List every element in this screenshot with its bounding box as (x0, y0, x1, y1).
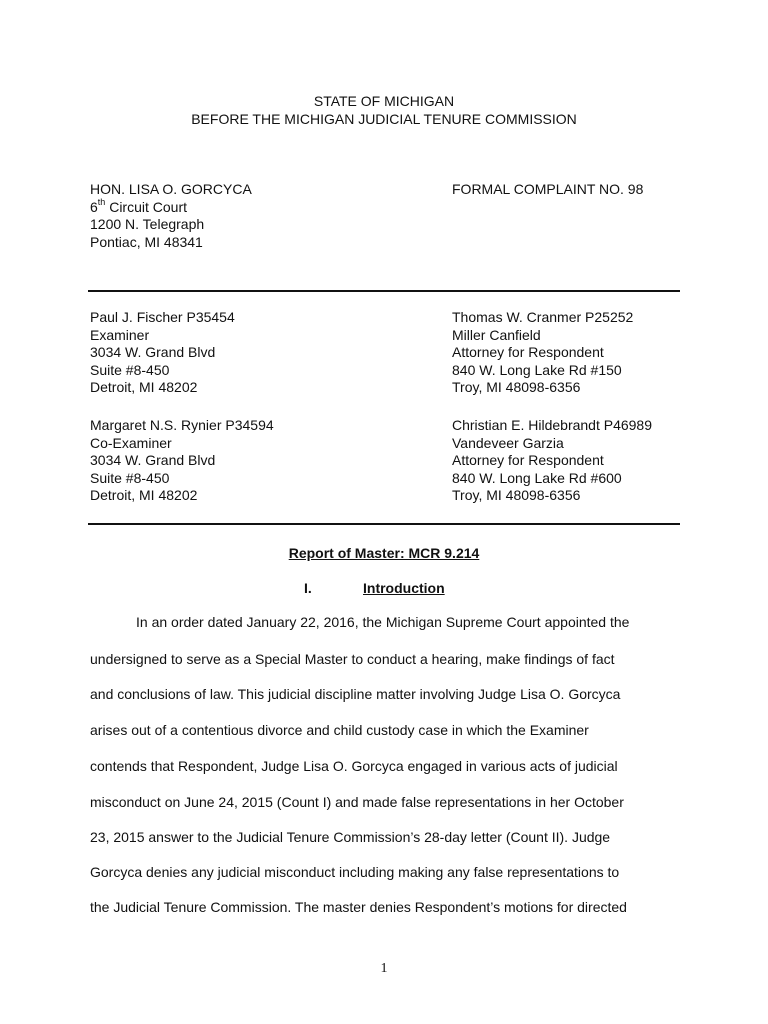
court-ordinal: th (97, 196, 106, 207)
party-line: Christian E. Hildebrandt P46989 (452, 417, 653, 433)
party-line: Co-Examiner (90, 434, 172, 451)
party-line: 840 W. Long Lake Rd #150 (452, 361, 622, 378)
party-line: Attorney for Respondent (452, 452, 604, 468)
divider-bottom (88, 523, 680, 525)
attorney-block-2 (452, 417, 652, 505)
party-line: Margaret N.S. Rynier P34594 (90, 417, 274, 433)
complaint-number: FORMAL COMPLAINT NO. 98 (452, 181, 644, 197)
caption-state: STATE OF MICHIGAN (313, 93, 455, 109)
examiner-block (90, 309, 235, 397)
party-line: Vandeveer Garzia (452, 434, 564, 451)
respondent-court (90, 196, 252, 217)
page-number: 1 (380, 961, 388, 976)
body-line: undersigned to serve as a Special Master to conduct a hearing, make findings of fact (90, 651, 615, 667)
section-title (363, 580, 445, 598)
party-line: Attorney for Respondent (452, 344, 604, 360)
divider-top (88, 290, 680, 292)
section-title-text: Introduction (363, 580, 445, 596)
party-line: Paul J. Fischer P35454 (90, 309, 235, 325)
body-line: and conclusions of law. This judicial discipline matter involving Judge Lisa O. Gorcyca (90, 686, 621, 702)
body-line: In an order dated January 22, 2016, the Michigan Supreme Court appointed the (136, 614, 630, 630)
party-line: Troy, MI 48098-6356 (452, 379, 581, 395)
body-line: misconduct on June 24, 2015 (Count I) and made false representations in her October (90, 794, 624, 810)
party-line: 3034 W. Grand Blvd (90, 344, 216, 360)
party-line: Miller Canfield (452, 326, 541, 343)
attorney-block-1 (452, 309, 633, 397)
section-number: I. (304, 580, 312, 596)
party-line: 840 W. Long Lake Rd #600 (452, 469, 622, 486)
court-number: 6 (90, 198, 98, 215)
court-name: Circuit Court (105, 198, 187, 215)
party-line: Thomas W. Cranmer P25252 (452, 309, 634, 325)
report-title-text: Report of Master: MCR 9.214 (288, 545, 480, 561)
party-line: Detroit, MI 48202 (90, 487, 198, 503)
respondent-block (90, 181, 252, 251)
party-line: Suite #8-450 (90, 361, 170, 378)
report-title (0, 545, 768, 563)
caption-commission: BEFORE THE MICHIGAN JUDICIAL TENURE COMMISSION (191, 111, 577, 127)
co-examiner-block (90, 417, 274, 505)
respondent-city: Pontiac, MI 48341 (90, 233, 203, 250)
body-line: 23, 2015 answer to the Judicial Tenure Commission’s 28-day letter (Count II). Judge (90, 829, 611, 845)
respondent-name: HON. LISA O. GORCYCA (90, 181, 252, 197)
party-line: 3034 W. Grand Blvd (90, 452, 216, 468)
party-line: Examiner (90, 326, 150, 343)
respondent-street: 1200 N. Telegraph (90, 216, 205, 232)
body-line: arises out of a contentious divorce and child custody case in which the Examiner (90, 722, 589, 738)
party-line: Detroit, MI 48202 (90, 379, 198, 395)
body-line: the Judicial Tenure Commission. The master denies Respondent’s motions for directed (90, 899, 627, 915)
body-line: Gorcyca denies any judicial misconduct including making any false representations to (90, 864, 620, 880)
body-line: contends that Respondent, Judge Lisa O. Gorcyca engaged in various acts of judicial (90, 758, 618, 774)
party-line: Troy, MI 48098-6356 (452, 487, 581, 503)
party-line: Suite #8-450 (90, 469, 170, 486)
